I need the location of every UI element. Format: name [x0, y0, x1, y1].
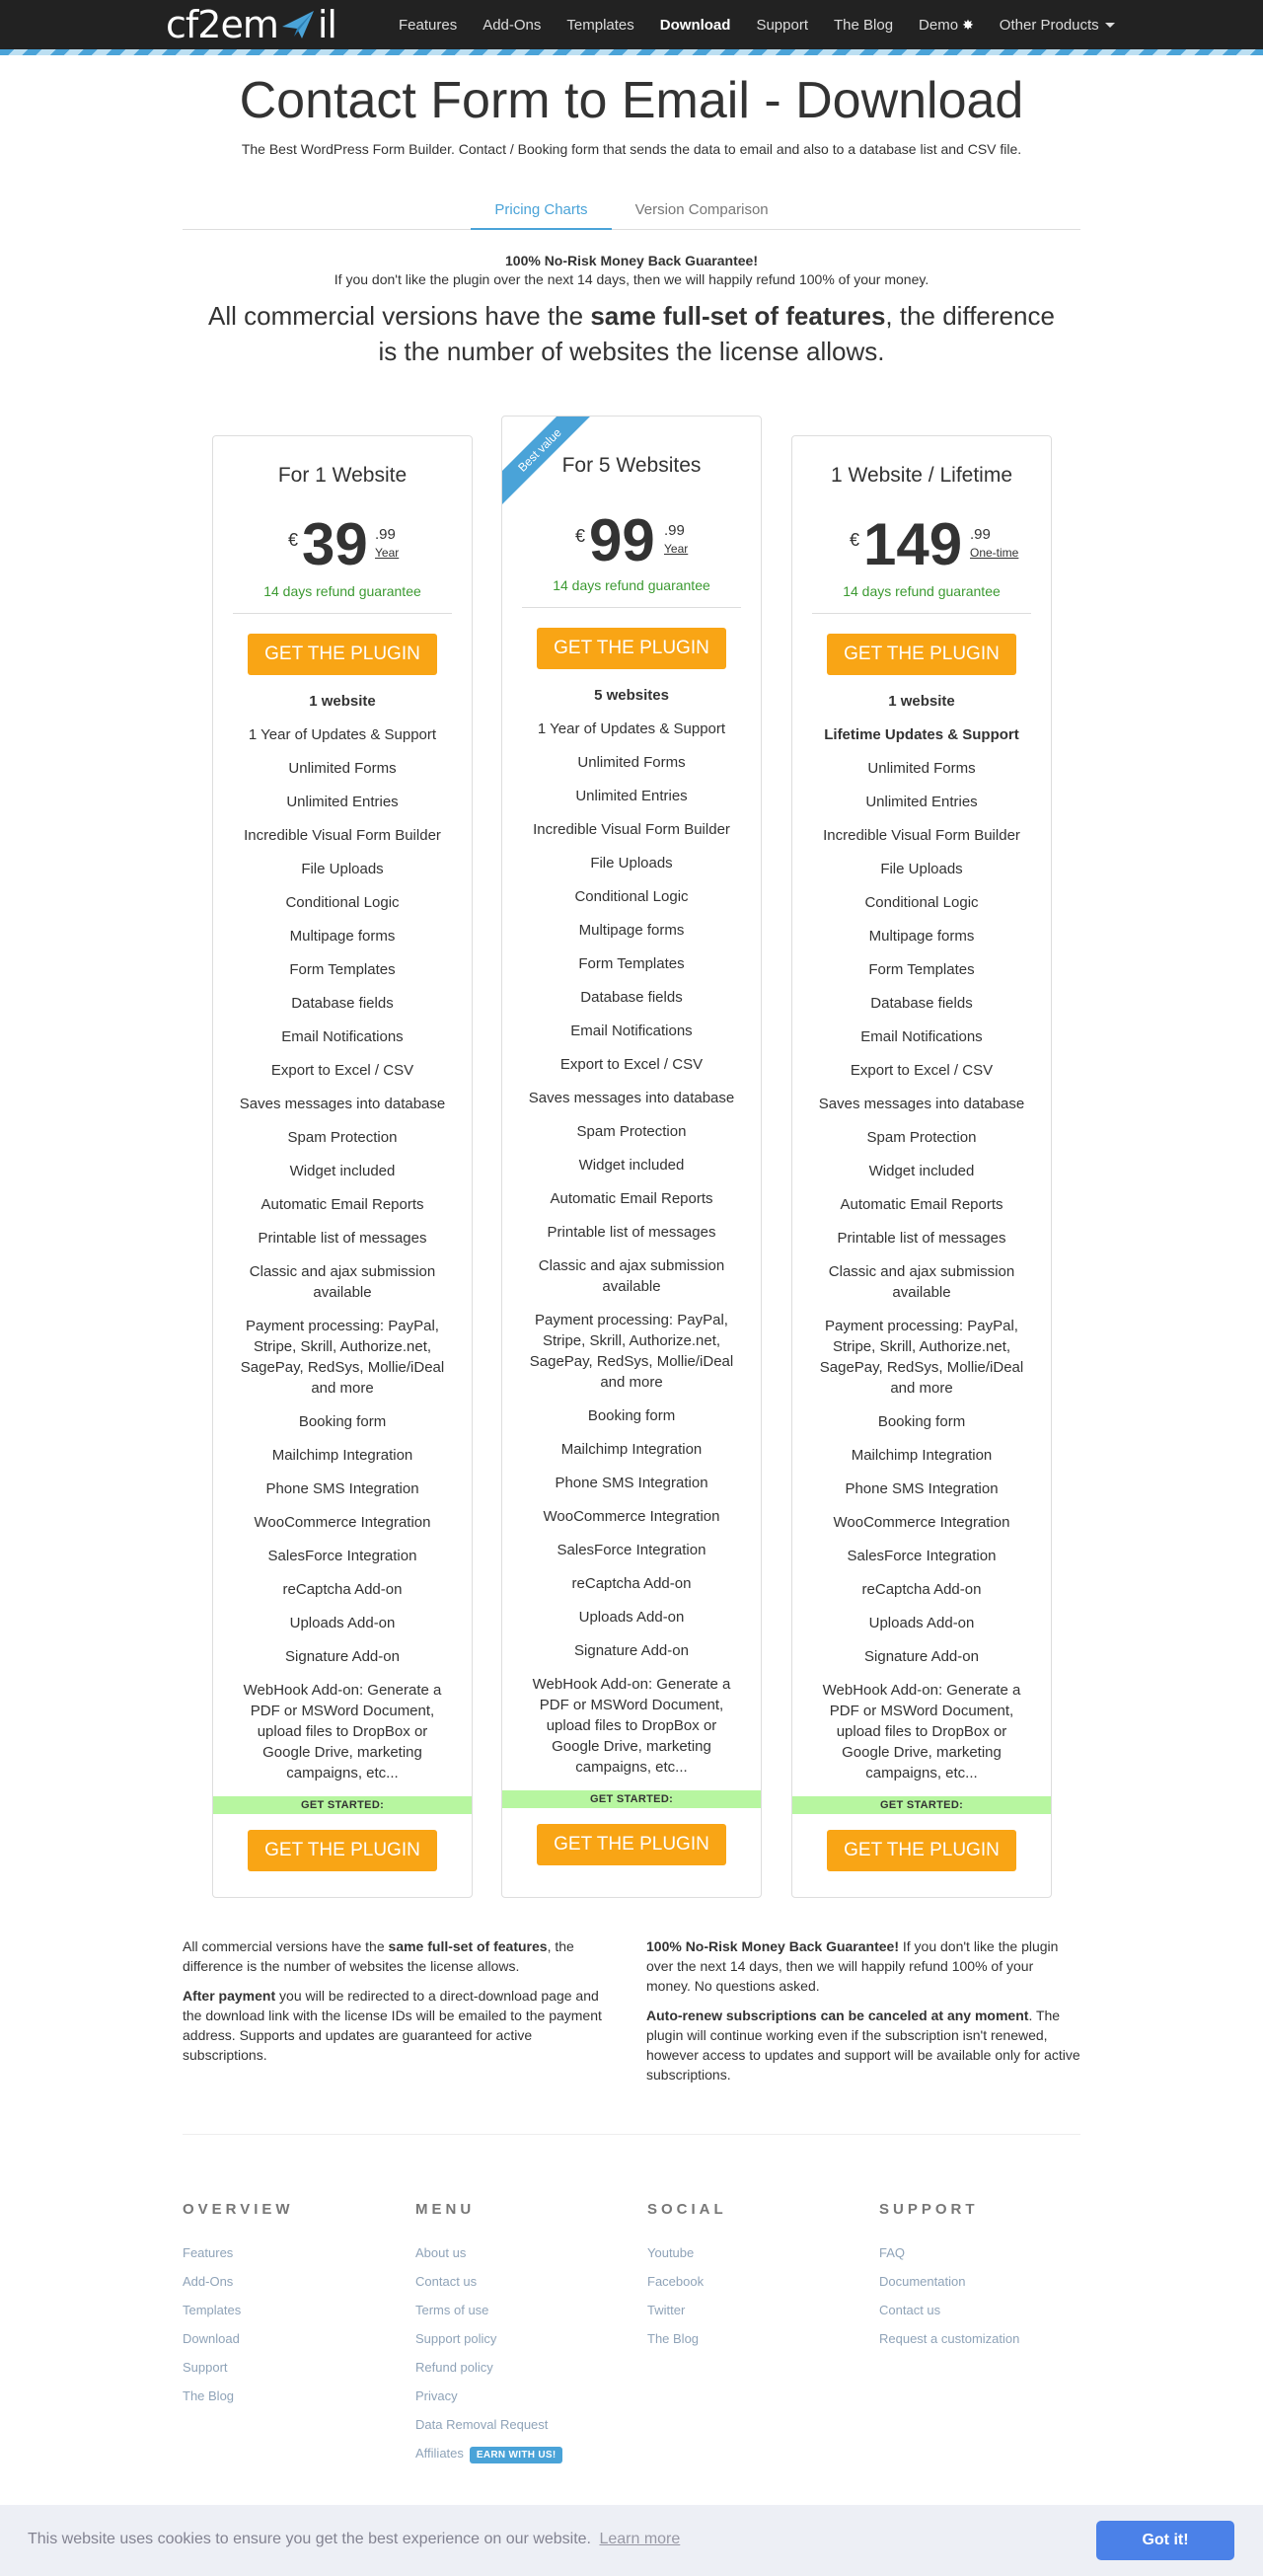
price-period: One-time [970, 546, 1019, 560]
price-period: Year [664, 542, 689, 556]
feature-item: Booking form [877, 1413, 966, 1430]
nav-demo[interactable] [919, 17, 974, 34]
gear-icon: ✸ [962, 16, 974, 33]
footer-column-social [647, 2201, 864, 2360]
plan-title: For 5 Websites [561, 454, 702, 477]
feature-item: Uploads Add-on [868, 1615, 975, 1631]
note-features-post: , the difference is the number of websites the license allows. [183, 1938, 574, 1974]
feature-item: Printable list of messages [547, 1224, 716, 1241]
get-plugin-button-bottom[interactable]: GET THE PLUGIN [248, 1830, 437, 1871]
logo-text-a: cf2em [166, 3, 278, 46]
feature-item: Spam Protection [866, 1129, 977, 1146]
feature-item: Multipage forms [578, 922, 685, 939]
nav-blog[interactable]: The Blog [834, 16, 894, 34]
feature-item: 5 websites [594, 687, 669, 704]
feature-item: Uploads Add-on [578, 1609, 685, 1626]
footer-link[interactable]: Add-Ons [183, 2274, 234, 2289]
feature-item: Form Templates [868, 961, 975, 978]
refund-guarantee: 14 days refund guarantee [553, 577, 710, 593]
note-auto-renew-post: . The plugin will continue working even if the subscription isn't renewed, however access to updates and support will be available only for active subscriptions. [646, 2008, 1080, 2083]
feature-item: Export to Excel / CSV [559, 1056, 704, 1073]
feature-item: Unlimited Entries [575, 788, 688, 804]
price-period: Year [375, 546, 400, 560]
feature-item: Unlimited Forms [867, 760, 976, 777]
feature-item: Printable list of messages [258, 1230, 427, 1247]
footer-link[interactable]: Features [183, 2245, 234, 2260]
feature-item: reCaptcha Add-on [861, 1581, 982, 1598]
feature-item: Payment processing: PayPal, Stripe, Skrill, Authorize.net, SagePay, RedSys, Mollie/iDeal and more [240, 1318, 445, 1397]
nav-addons[interactable]: Add-Ons [483, 16, 542, 34]
feature-item: Automatic Email Reports [260, 1196, 424, 1213]
footer-link[interactable]: The Blog [183, 2388, 235, 2403]
lead-bold: same full-set of features [590, 301, 886, 331]
logo-text-b: il [317, 3, 336, 46]
feature-item: Conditional Logic [285, 894, 400, 911]
feature-item: Classic and ajax submission available [538, 1257, 725, 1295]
feature-item: Widget included [868, 1163, 975, 1179]
feature-item: Mailchimp Integration [560, 1441, 703, 1458]
feature-item: File Uploads [301, 861, 384, 877]
page-title: Contact Form to Email - Download [239, 72, 1024, 129]
footer-link[interactable]: Refund policy [415, 2360, 493, 2375]
footer-link[interactable]: Request a customization [879, 2331, 1020, 2346]
feature-item: Database fields [870, 995, 973, 1012]
feature-item: Unlimited Entries [865, 794, 978, 810]
feature-item: Payment processing: PayPal, Stripe, Skrill, Authorize.net, SagePay, RedSys, Mollie/iDeal and more [819, 1318, 1024, 1397]
get-started-label: GET STARTED: [792, 1796, 1051, 1814]
plan-price [213, 510, 472, 577]
footer-column-title: SOCIAL [647, 2201, 727, 2218]
feature-item: Phone SMS Integration [845, 1480, 999, 1497]
footer-divider [183, 2134, 1080, 2135]
pricing-card [791, 435, 1052, 1898]
nav-other-products[interactable] [1000, 17, 1115, 34]
pricing-tabs [183, 197, 1080, 230]
feature-item: Uploads Add-on [289, 1615, 396, 1631]
feature-item: Email Notifications [281, 1028, 404, 1045]
nav-other-products-label: Other Products [999, 16, 1099, 34]
feature-item: Booking form [298, 1413, 387, 1430]
feature-item: 1 website [309, 693, 376, 710]
plan-price [792, 510, 1051, 577]
feature-item: WooCommerce Integration [543, 1508, 720, 1525]
price-amount: 99 [589, 507, 655, 573]
get-started-label: GET STARTED: [502, 1790, 761, 1808]
feature-item: Booking form [587, 1407, 676, 1424]
feature-item: Unlimited Entries [286, 794, 399, 810]
price-currency: € [850, 530, 860, 550]
feature-item: WebHook Add-on: Generate a PDF or MSWord Document, upload files to DropBox or Google Drive, marketing campaigns, etc... [822, 1682, 1021, 1781]
note-features [183, 1936, 607, 1976]
footer-column-overview [183, 2201, 400, 2417]
card-divider [233, 613, 452, 614]
footer-link[interactable]: The Blog [647, 2331, 700, 2346]
feature-item: Payment processing: PayPal, Stripe, Skrill, Authorize.net, SagePay, RedSys, Mollie/iDeal and more [529, 1312, 734, 1391]
note-features-pre: All commercial versions have the [183, 1938, 389, 1954]
guarantee-title: 100% No-Risk Money Back Guarantee! [505, 253, 758, 268]
note-guarantee-post: If you don't like the plugin over the next 14 days, then we will happily refund 100% of your money. No questions asked. [646, 1938, 1059, 1994]
feature-item: Phone SMS Integration [555, 1475, 708, 1491]
price-cents: .99 [375, 526, 396, 543]
footer-link[interactable]: Support [183, 2360, 228, 2375]
footer-column-title: OVERVIEW [183, 2201, 294, 2218]
footer-link[interactable]: Support policy [415, 2331, 497, 2346]
guarantee-text: If you don't like the plugin over the next 14 days, then we will happily refund 100% of your money. [334, 271, 929, 287]
price-cents: .99 [970, 526, 991, 543]
price-amount: 39 [302, 511, 368, 577]
feature-item: Conditional Logic [574, 888, 689, 905]
footer-link[interactable]: Contact us [415, 2274, 478, 2289]
footer-link[interactable]: Youtube [647, 2245, 695, 2260]
footer-column-support [879, 2201, 1096, 2360]
get-plugin-button-bottom[interactable]: GET THE PLUGIN [827, 1830, 1016, 1871]
feature-item: Database fields [291, 995, 394, 1012]
note-right [646, 1936, 1080, 2094]
price-cents: .99 [664, 522, 685, 539]
feature-item: Form Templates [289, 961, 396, 978]
feature-item: Database fields [580, 989, 683, 1006]
feature-item: Incredible Visual Form Builder [533, 821, 730, 838]
feature-item: Incredible Visual Form Builder [823, 827, 1020, 844]
footer-link[interactable]: FAQ [879, 2245, 906, 2260]
footer-link[interactable]: Facebook [647, 2274, 705, 2289]
note-after-payment-bold: After payment [183, 1988, 276, 2004]
footer-link[interactable]: Privacy [415, 2388, 458, 2403]
plan-title: 1 Website / Lifetime [830, 464, 1013, 487]
feature-item: SalesForce Integration [847, 1548, 997, 1564]
footer-link[interactable]: Twitter [647, 2303, 686, 2317]
footer-link[interactable]: Terms of use [415, 2303, 489, 2317]
cookie-banner [0, 2505, 1263, 2576]
feature-item: Saves messages into database [239, 1096, 446, 1112]
price-amount: 149 [863, 511, 963, 577]
feature-item: Printable list of messages [837, 1230, 1006, 1247]
cookie-text [28, 2531, 680, 2548]
feature-item: WebHook Add-on: Generate a PDF or MSWord Document, upload files to DropBox or Google Drive, marketing campaigns, etc... [243, 1682, 442, 1781]
note-left [183, 1936, 607, 2075]
feature-item: Signature Add-on [285, 1648, 400, 1665]
feature-item: Mailchimp Integration [271, 1447, 413, 1464]
footer-link[interactable]: Templates [183, 2303, 242, 2317]
note-after-payment [183, 1986, 607, 2065]
feature-list [213, 691, 472, 1783]
feature-item: Export to Excel / CSV [850, 1062, 994, 1079]
feature-item: Signature Add-on [864, 1648, 979, 1665]
feature-item: 1 website [888, 693, 955, 710]
footer-link[interactable] [415, 2446, 632, 2462]
nav-support[interactable]: Support [756, 16, 808, 34]
note-after-payment-post: you will be redirected to a direct-download page and the download link with the license IDs will be emailed to the payment address. Supports and updates are guaranteed for active subscriptions. [183, 1988, 602, 2063]
note-guarantee-bold: 100% No-Risk Money Back Guarantee! [646, 1938, 899, 1954]
get-plugin-button-bottom[interactable]: GET THE PLUGIN [537, 1824, 726, 1865]
feature-item: Unlimited Forms [288, 760, 397, 777]
feature-item: Widget included [578, 1157, 685, 1174]
get-plugin-button[interactable]: GET THE PLUGIN [827, 634, 1016, 675]
feature-item: File Uploads [590, 855, 673, 871]
feature-item: Classic and ajax submission available [249, 1263, 436, 1301]
chevron-down-icon [1105, 23, 1115, 28]
feature-item: reCaptcha Add-on [282, 1581, 403, 1598]
paper-plane-icon [280, 7, 316, 42]
page-subtitle: The Best WordPress Form Builder. Contact / Booking form that sends the data to email and also to a database list and CSV file. [241, 141, 1022, 157]
feature-item: Lifetime Updates & Support [824, 726, 1019, 743]
feature-item: 1 Year of Updates & Support [248, 726, 437, 743]
tab-pricing-charts[interactable]: Pricing Charts [471, 197, 611, 230]
feature-item: Email Notifications [570, 1023, 693, 1039]
note-features-bold: same full-set of features [388, 1938, 548, 1954]
best-value-ribbon: Best value [501, 416, 597, 507]
footer-column-menu [415, 2201, 632, 2474]
feature-item: Widget included [289, 1163, 396, 1179]
cookie-accept-button[interactable]: Got it! [1096, 2521, 1234, 2560]
feature-item: WooCommerce Integration [254, 1514, 431, 1531]
lead-post: , the difference is the number of websites the license allows. [378, 301, 1055, 366]
feature-list [792, 691, 1051, 1783]
feature-item: Unlimited Forms [577, 754, 686, 771]
nav-demo-label: Demo [919, 16, 959, 34]
footer-column-title: SUPPORT [879, 2201, 979, 2218]
feature-item: Saves messages into database [528, 1090, 735, 1106]
earn-badge[interactable]: EARN WITH US! [470, 2447, 563, 2463]
pricing-card [501, 416, 762, 1898]
lead-pre: All commercial versions have the [208, 301, 591, 331]
feature-item: WebHook Add-on: Generate a PDF or MSWord Document, upload files to DropBox or Google Drive, marketing campaigns, etc... [532, 1676, 731, 1776]
feature-item: reCaptcha Add-on [571, 1575, 692, 1592]
footer-link[interactable]: Documentation [879, 2274, 966, 2289]
site-logo[interactable] [166, 3, 336, 46]
feature-item: Export to Excel / CSV [270, 1062, 414, 1079]
note-auto-renew-bold: Auto-renew subscriptions can be canceled at any moment [646, 2008, 1029, 2023]
feature-item: Saves messages into database [818, 1096, 1025, 1112]
feature-item: Email Notifications [860, 1028, 983, 1045]
feature-item: Form Templates [578, 955, 685, 972]
footer-link[interactable]: About us [415, 2245, 467, 2260]
top-navbar [0, 0, 1263, 49]
get-plugin-button[interactable]: GET THE PLUGIN [537, 628, 726, 669]
feature-item: File Uploads [880, 861, 963, 877]
feature-item: Phone SMS Integration [265, 1480, 419, 1497]
price-currency: € [575, 526, 586, 546]
feature-item: Signature Add-on [574, 1642, 689, 1659]
note-guarantee [646, 1936, 1080, 1996]
refund-guarantee: 14 days refund guarantee [263, 583, 421, 599]
feature-item: Multipage forms [289, 928, 396, 945]
feature-item: SalesForce Integration [267, 1548, 417, 1564]
feature-item: Classic and ajax submission available [828, 1263, 1015, 1301]
footer-link[interactable]: Data Removal Request [415, 2417, 549, 2432]
nav-features[interactable]: Features [399, 16, 458, 34]
refund-guarantee: 14 days refund guarantee [843, 583, 1001, 599]
cookie-message: This website uses cookies to ensure you get the best experience on our website. [28, 2531, 591, 2547]
footer-link[interactable]: Contact us [879, 2303, 941, 2317]
card-divider [812, 613, 1031, 614]
navbar-stripe [0, 49, 1263, 55]
footer-link[interactable]: Download [183, 2331, 240, 2346]
nav-download[interactable]: Download [659, 16, 731, 34]
get-started-label: GET STARTED: [213, 1796, 472, 1814]
feature-item: Multipage forms [868, 928, 975, 945]
cookie-learn-more-link[interactable]: Learn more [599, 2531, 681, 2547]
nav-templates[interactable]: Templates [566, 16, 634, 34]
feature-item: Spam Protection [576, 1123, 687, 1140]
feature-item: 1 Year of Updates & Support [537, 720, 726, 737]
footer-link-label: Affiliates [415, 2446, 464, 2461]
feature-item: Incredible Visual Form Builder [244, 827, 441, 844]
feature-item: Spam Protection [287, 1129, 398, 1146]
feature-item: Conditional Logic [864, 894, 979, 911]
pricing-card [212, 435, 473, 1898]
plan-title: For 1 Website [277, 464, 408, 487]
price-currency: € [288, 530, 299, 550]
feature-item: Automatic Email Reports [840, 1196, 1003, 1213]
lead-text [197, 298, 1066, 369]
feature-item: WooCommerce Integration [833, 1514, 1010, 1531]
feature-list [502, 685, 761, 1778]
plan-price [502, 506, 761, 573]
feature-item: Automatic Email Reports [550, 1190, 713, 1207]
tab-version-comparison[interactable]: Version Comparison [634, 201, 769, 218]
feature-item: Mailchimp Integration [851, 1447, 993, 1464]
get-plugin-button[interactable]: GET THE PLUGIN [248, 634, 437, 675]
card-divider [522, 607, 741, 608]
feature-item: SalesForce Integration [557, 1542, 706, 1558]
footer-column-title: MENU [415, 2201, 476, 2218]
nav-links [399, 0, 1141, 49]
note-auto-renew [646, 2006, 1080, 2084]
